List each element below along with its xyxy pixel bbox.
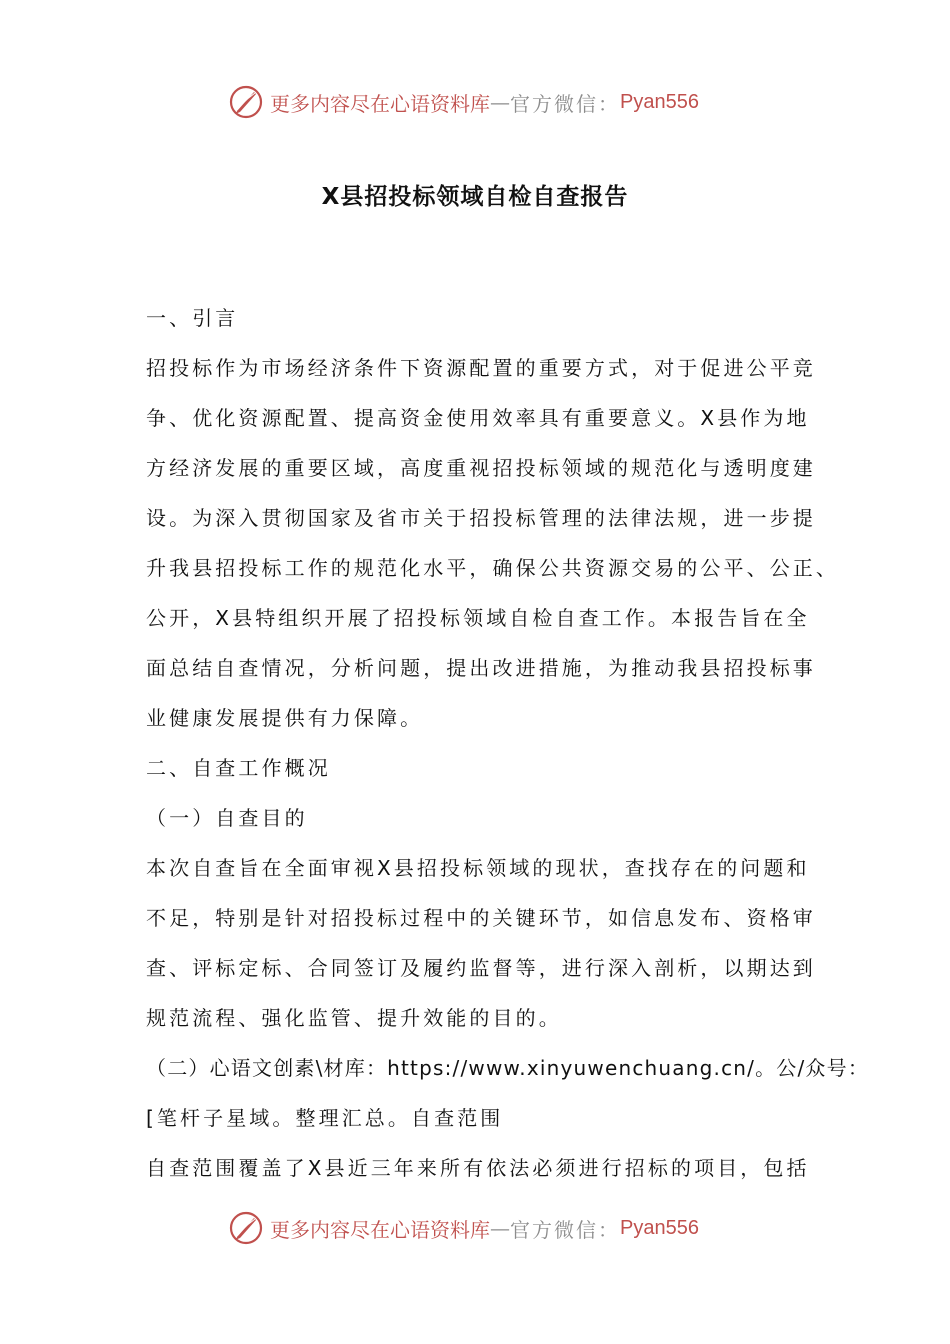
watermark-wechat-id: Pyan556	[620, 1216, 699, 1239]
paragraph-line: 本次自查旨在全面审视X县招投标领域的现状，查找存在的问题和	[146, 856, 810, 880]
watermark-text: 更多内容尽在心语资料库	[270, 1217, 490, 1242]
section-heading: 二、自查工作概况	[146, 756, 331, 780]
watermark-wechat-id: Pyan556	[620, 90, 699, 113]
paragraph-line: 公开，X县特组织开展了招投标领域自检自查工作。本报告旨在全	[146, 606, 810, 630]
paragraph-line: 升我县招投标工作的规范化水平，确保公共资源交易的公平、公正、	[146, 556, 839, 580]
subsection-heading: （一）自查目的	[146, 806, 308, 830]
paragraph-line: [笔杆子星域。整理汇总。自查范围	[146, 1106, 504, 1130]
paragraph-line: 招投标作为市场经济条件下资源配置的重要方式，对于促进公平竞	[146, 356, 816, 380]
paragraph-line: 争、优化资源配置、提高资金使用效率具有重要意义。X县作为地	[146, 406, 810, 430]
subsection-heading: （二）心语文创素\材库：https://www.xinyuwenchuang.cn/。公/众号：	[146, 1056, 870, 1080]
paragraph-line: 设。为深入贯彻国家及省市关于招投标管理的法律法规，进一步提	[146, 506, 816, 530]
document-body	[146, 296, 870, 1196]
quill-pen-logo-icon	[228, 84, 264, 120]
quill-pen-logo-icon	[228, 1210, 264, 1246]
document-title: X县招投标领域自检自查报告	[321, 184, 629, 210]
watermark-dash: —	[490, 1216, 510, 1240]
footer-watermark	[228, 1208, 699, 1248]
paragraph-line: 方经济发展的重要区域，高度重视招投标领域的规范化与透明度建	[146, 456, 816, 480]
paragraph-line: 不足，特别是针对招投标过程中的关键环节，如信息发布、资格审	[146, 906, 816, 930]
watermark-wechat-label: 官方微信：	[510, 1217, 620, 1242]
paragraph-line: 查、评标定标、合同签订及履约监督等，进行深入剖析，以期达到	[146, 956, 816, 980]
section-heading: 一、引言	[146, 306, 239, 330]
watermark-text: 更多内容尽在心语资料库	[270, 91, 490, 116]
paragraph-line: 业健康发展提供有力保障。	[146, 706, 424, 730]
watermark-dash: —	[490, 90, 510, 114]
paragraph-line: 规范流程、强化监管、提升效能的目的。	[146, 1006, 562, 1030]
header-watermark	[228, 82, 699, 122]
paragraph-line: 自查范围覆盖了X县近三年来所有依法必须进行招标的项目，包括	[146, 1156, 810, 1180]
paragraph-line: 面总结自查情况，分析问题，提出改进措施，为推动我县招投标事	[146, 656, 816, 680]
watermark-wechat-label: 官方微信：	[510, 91, 620, 116]
